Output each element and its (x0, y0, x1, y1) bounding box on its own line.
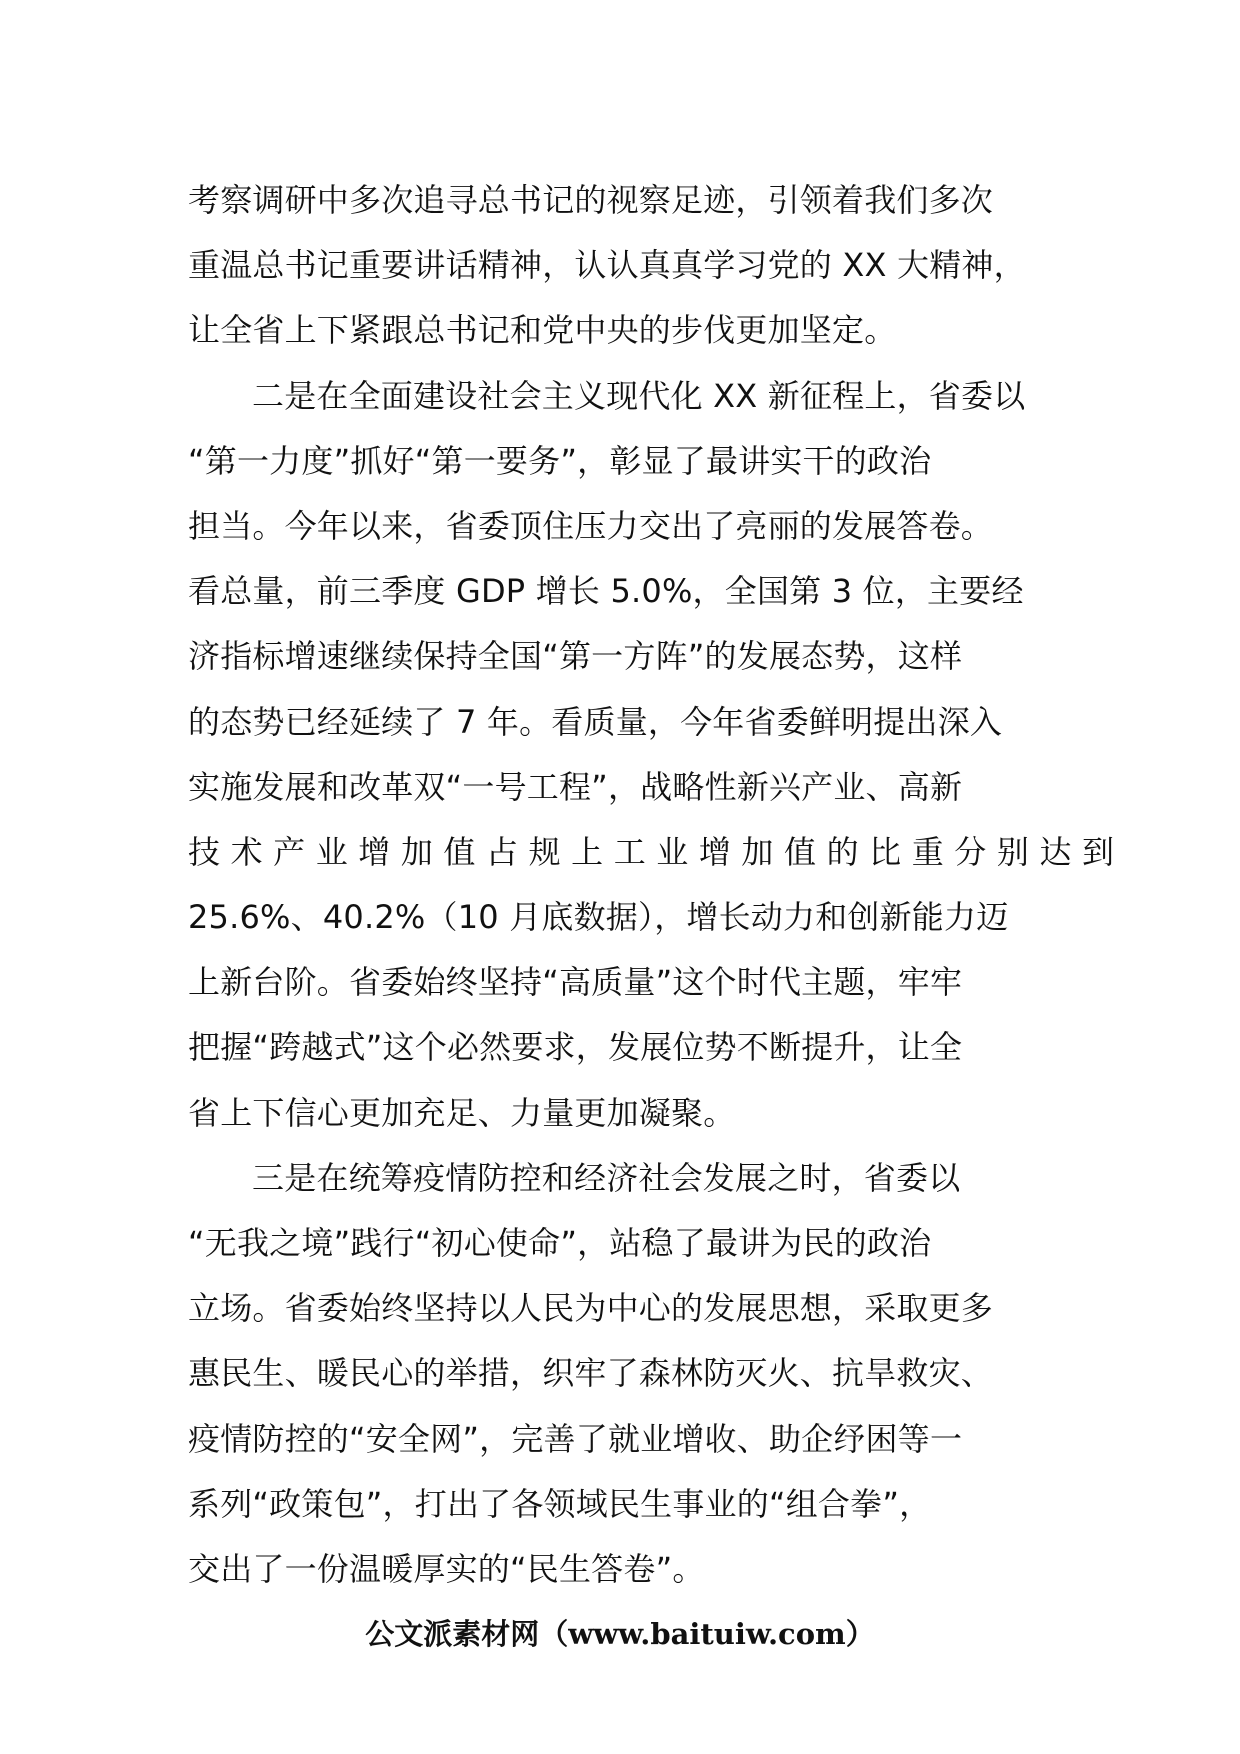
text-line: 看总量，前三季度 GDP 增长 5.0%，全国第 3 位，主要经 (188, 572, 1024, 611)
text-line: 立场。省委始终坚持以人民为中心的发展思想，采取更多 (188, 1289, 994, 1328)
paragraph-start-line: 三是在统筹疫情防控和经济社会发展之时，省委以 (252, 1158, 961, 1197)
text-line: 技 术 产 业 增 加 值 占 规 上 工 业 增 加 值 的 比 重 分 别 达 到 (188, 832, 1115, 871)
text-line: 考察调研中多次追寻总书记的视察足迹，引领着我们多次 (188, 181, 994, 219)
text-line: 上新台阶。省委始终坚持“高质量”这个时代主题，牢牢 (188, 963, 963, 1002)
text-line: 重温总书记重要讲话精神，认认真真学习党的 XX 大精神， (188, 246, 1026, 285)
text-line: 25.6%、40.2%（10 月底数据），增长动力和创新能力迈 (188, 898, 1009, 937)
footer-watermark-text: 公文派素材网（www.baituiw.com） (365, 1617, 875, 1651)
text-line: 省上下信心更加充足、力量更加凝聚。 (188, 1093, 736, 1132)
text-line: 惠民生、暖民心的举措，织牢了森林防灭火、抗旱救灾、 (188, 1354, 994, 1393)
text-line: 让全省上下紧跟总书记和党中央的步伐更加坚定。 (188, 311, 897, 350)
text-line: 担当。今年以来，省委顶住压力交出了亮丽的发展答卷。 (188, 506, 994, 545)
text-line: 把握“跨越式”这个必然要求，发展位势不断提升，让全 (188, 1028, 963, 1067)
text-line: 系列“政策包”，打出了各领域民生事业的“组合拳”， (188, 1484, 932, 1523)
text-line: 交出了一份温暖厚实的“民生答卷”。 (188, 1549, 705, 1588)
text-line: 实施发展和改革双“一号工程”，战略性新兴产业、高新 (188, 767, 963, 806)
text-line: 疫情防控的“安全网”，完善了就业增收、助企纾困等一 (188, 1419, 963, 1458)
text-line: “无我之境”践行“初心使命”，站稳了最讲为民的政治 (188, 1224, 932, 1262)
paragraph-start-line: 二是在全面建设社会主义现代化 XX 新征程上，省委以 (252, 376, 1026, 415)
text-line: “第一力度”抓好“第一要务”，彰显了最讲实干的政治 (188, 441, 932, 480)
text-line: 济指标增速继续保持全国“第一方阵”的发展态势，这样 (188, 637, 963, 676)
document-body (188, 168, 1115, 1602)
text-line: 的态势已经延续了 7 年。看质量，今年省委鲜明提出深入 (188, 702, 1003, 741)
